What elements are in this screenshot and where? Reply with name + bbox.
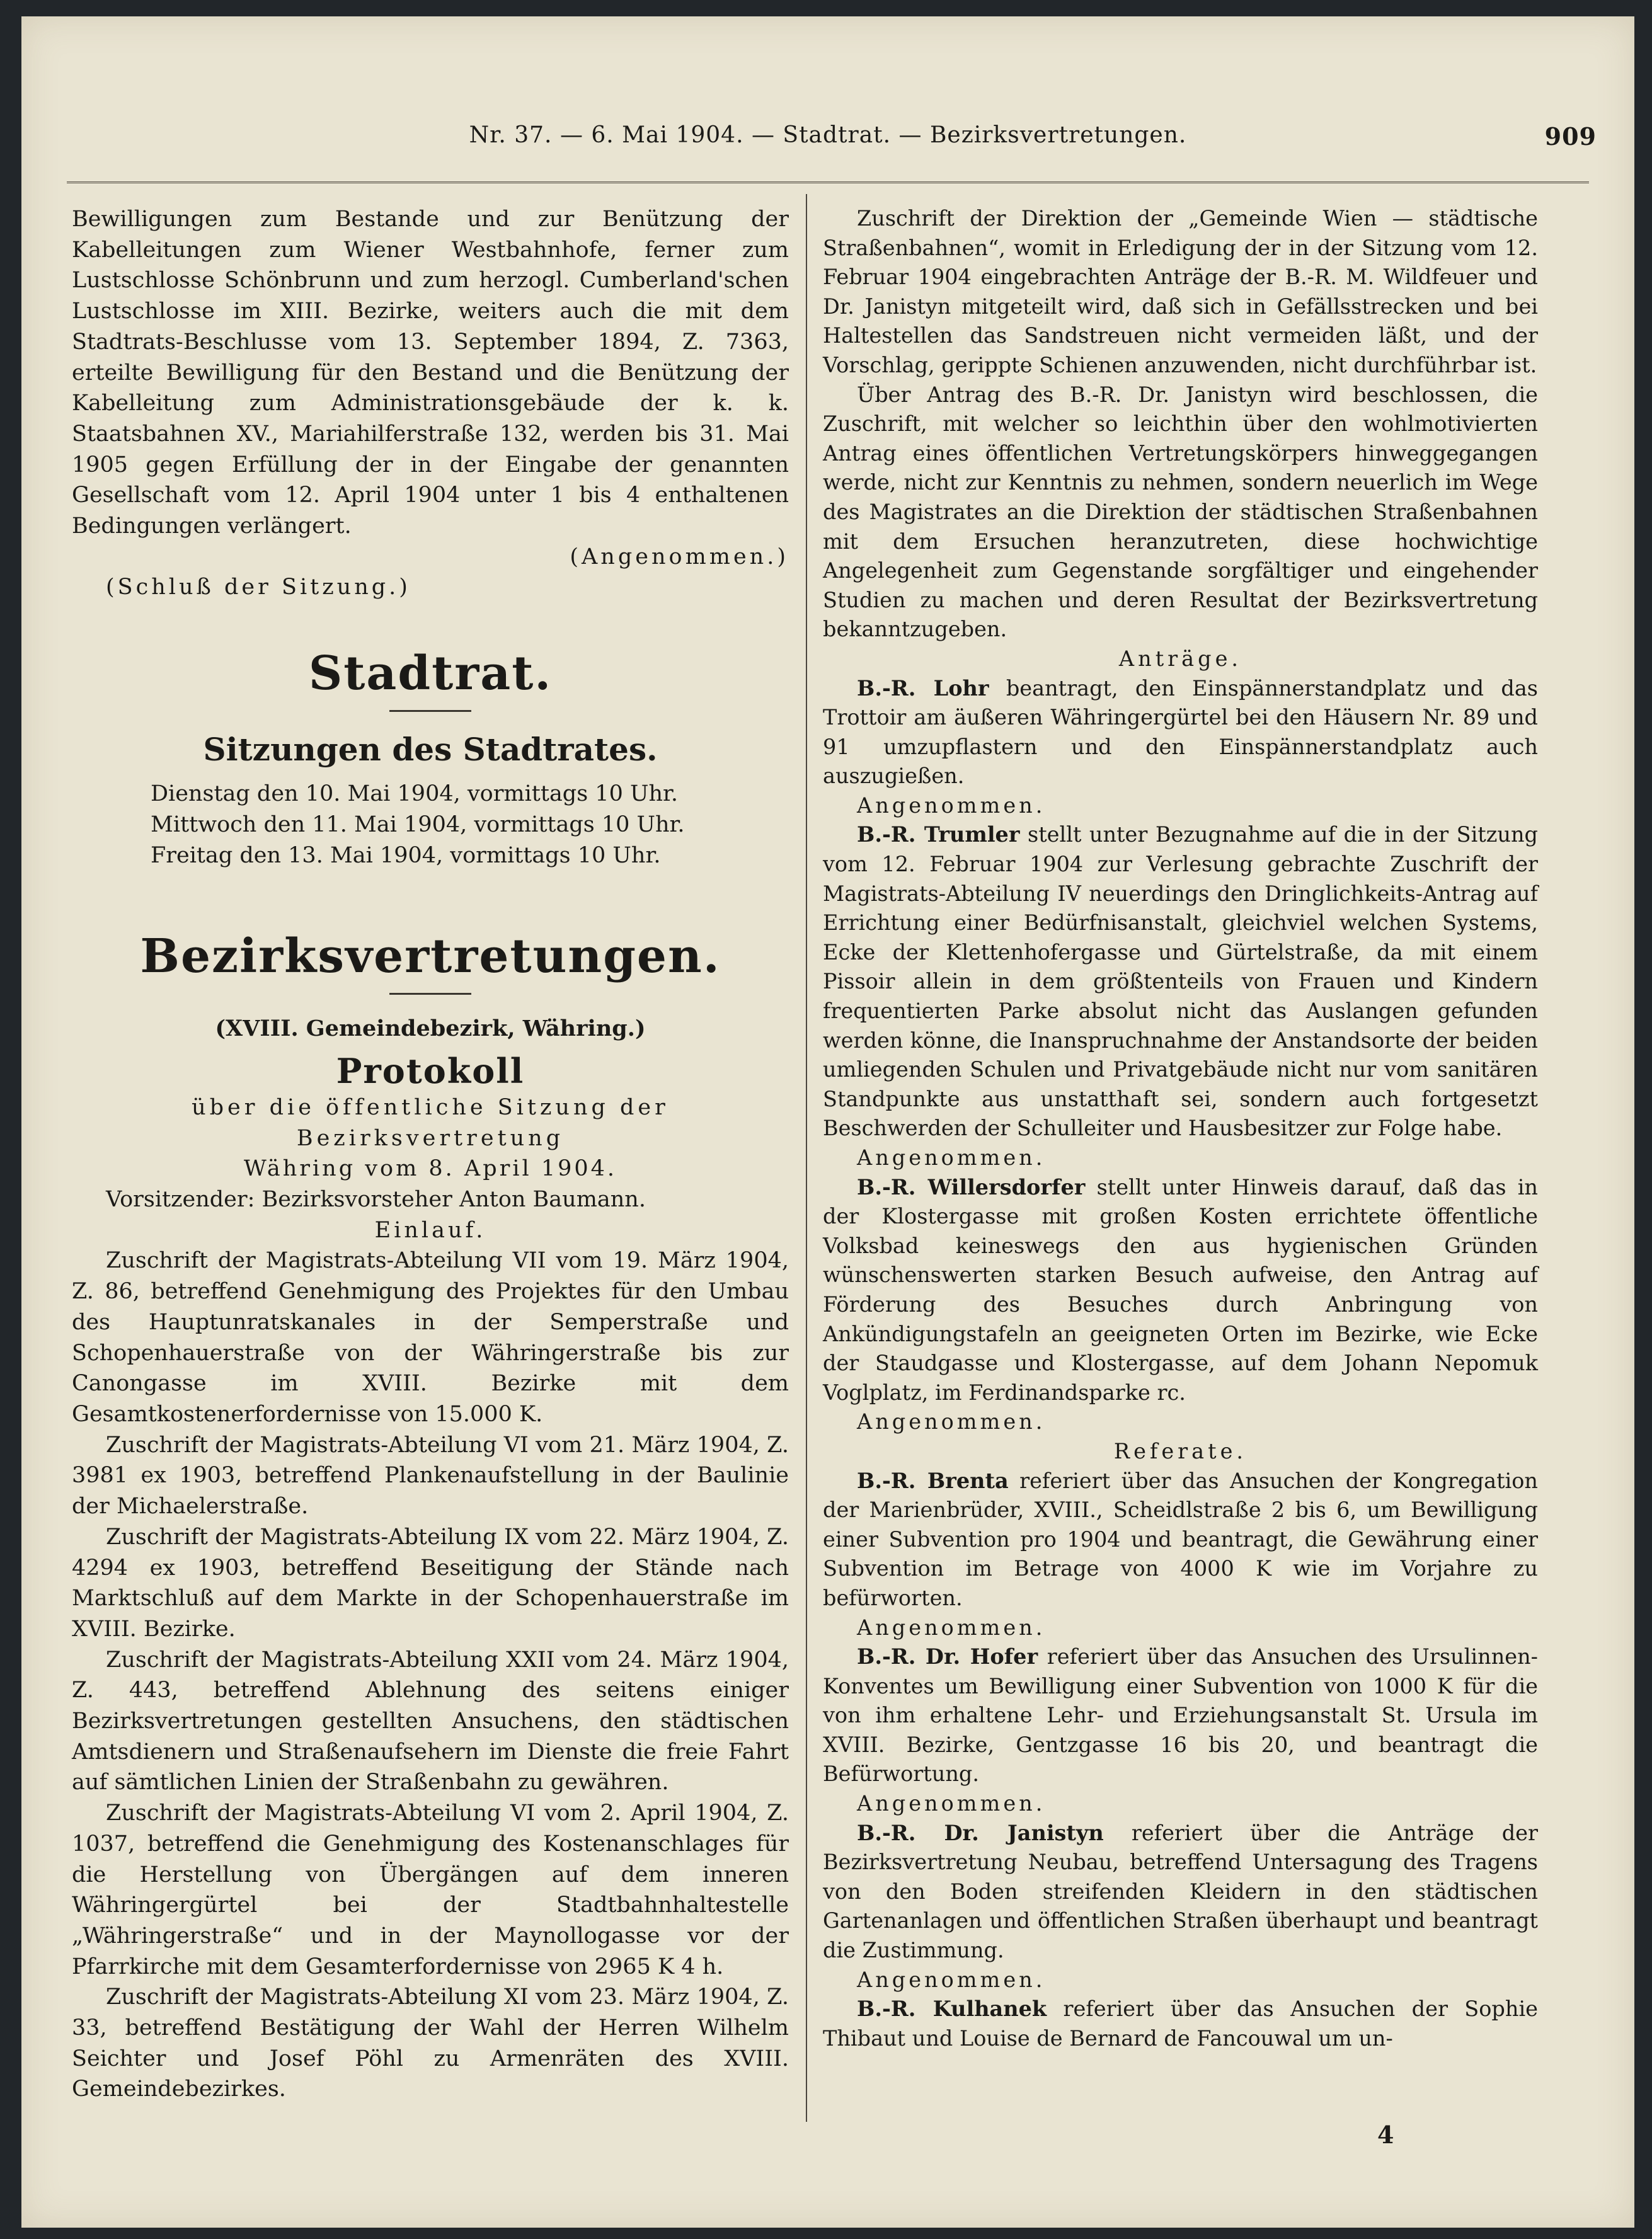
intro-result: (Angenommen.) bbox=[570, 544, 789, 570]
resolution-paragraph: Über Antrag des B.-R. Dr. Janistyn wird beschlossen, die Zuschrift, mit welcher so leichthin über den wohlmotivierten Antrag eines öffentlichen Vertretungskörpers hinweggegangen werde, nicht zur Kenntnis zu nehmen, sondern neuerlich im Wege des Magistrates an die Direktion der städtischen Straßenbahnen mit dem Ersuchen heranzutreten, diese hochwichtige Angelegenheit zum Gegenstande sorgfältiger und eingehender Studien zu machen und deren Resultat der Bezirksvertretung bekanntzugeben. bbox=[823, 382, 1538, 642]
referat-result: Angenommen. bbox=[857, 1615, 1046, 1640]
councillor-name: B.-R. Willersdorfer bbox=[857, 1174, 1086, 1200]
einlauf-heading: Einlauf. bbox=[374, 1217, 486, 1243]
protokoll-line-1: über die öffentliche Sitzung der Bezirksvertretung bbox=[192, 1094, 669, 1151]
stadtrat-title: Stadtrat. bbox=[308, 646, 553, 701]
antrag-entry: B.-R. Lohr beantragt, den Einspännerstandplatz und das Trottoir am äußeren Währingergürtel bei den Häusern Nr. 89 und 91 umzupflastern und den Einspännerstandplatz auch auszugießen. bbox=[823, 675, 1538, 789]
column-divider bbox=[806, 194, 807, 2122]
right-column bbox=[823, 204, 1538, 2053]
antrag-entry: B.-R. Trumler stellt unter Bezugnahme auf die in der Sitzung vom 12. Februar 1904 zur Verlesung gebrachte Zuschrift der Magistrats-Abteilung IV neuerdings den Dringlichkeits-Antrag auf Errichtung einer Bedürfnisanstalt, gleichviel welchen Systems, Ecke der Klettenhofergasse und Gürtelstraße, da mit einem Pissoir allein in dem größtenteils von Frauen und Kindern frequentierten Parke absolut nicht das Auslangen gefunden werden könne, die Inanspruchnahme der Anstandsorte der beiden umliegenden Schulen und Privatgebäude nicht nur vom sanitären Standpunkte aus unstatthaft sei, sondern auch fortgesetzt Beschwerden der Schulleiter und Hausbesitzer zur Folge habe. bbox=[823, 822, 1538, 1141]
issue-line: Nr. 37. — 6. Mai 1904. — Stadtrat. — Bezirksvertretungen. bbox=[469, 122, 1187, 148]
session-item: Mittwoch den 11. Mai 1904, vormittags 10 Uhr. bbox=[151, 811, 685, 837]
antrag-result: Angenommen. bbox=[857, 1409, 1046, 1434]
antraege-heading: Anträge. bbox=[1118, 646, 1242, 671]
einlauf-item: Zuschrift der Magistrats-Abteilung VI vom 2. April 1904, Z. 1037, betreffend die Genehmigung des Kostenanschlages für die Herstellung von Übergängen auf dem inneren Währingergürtel bei der Stadtbahnhaltestelle „Währingerstraße“ und in der Maynollogasse vor der Pfarrkirche mit dem Gesamterfordernisse von 2965 K 4 h. bbox=[72, 1801, 789, 1979]
section-rule bbox=[389, 710, 471, 712]
councillor-name: B.-R. Brenta bbox=[857, 1468, 1009, 1493]
newspaper-page bbox=[21, 16, 1634, 2228]
protokoll-line-2: Währing vom 8. April 1904. bbox=[243, 1156, 617, 1182]
councillor-name: B.-R. Trumler bbox=[857, 822, 1020, 847]
referat-entry: B.-R. Dr. Janistyn referiert über die Anträge der Bezirksvertretung Neubau, betreffend Untersagung des Tragens von den Boden streifenden Kleidern in den städtischen Gartenanlagen und öffentlichen Straßen überhaupt und beantragt die Zustimmung. bbox=[823, 1820, 1538, 1963]
page-number: 909 bbox=[1544, 122, 1597, 151]
protokoll-title: Protokoll bbox=[336, 1050, 525, 1091]
sessions-title: Sitzungen des Stadtrates. bbox=[203, 731, 658, 769]
antrag-result: Angenommen. bbox=[857, 1145, 1046, 1170]
section-rule bbox=[389, 993, 471, 995]
signature-number: 4 bbox=[1377, 2121, 1394, 2149]
einlauf-item: Zuschrift der Magistrats-Abteilung XI vom 23. März 1904, Z. 33, betreffend Bestätigung der Wahl der Herren Wilhelm Seichter und Josef Pöhl zu Armenräten des XVIII. Gemeindebezirkes. bbox=[72, 1984, 789, 2102]
referat-entry: B.-R. Kulhanek referiert über das Ansuchen der Sophie Thibaut und Louise de Bernard de Fancouwal um un- bbox=[823, 1996, 1538, 2051]
closing-note: (Schluß der Sitzung.) bbox=[106, 575, 411, 600]
referat-result: Angenommen. bbox=[857, 1967, 1046, 1992]
page-header bbox=[59, 122, 1597, 166]
header-rule bbox=[67, 181, 1589, 183]
left-column bbox=[72, 204, 789, 2105]
einlauf-item: Zuschrift der Magistrats-Abteilung VII vom 19. März 1904, Z. 86, betreffend Genehmigung des Projektes für den Umbau des Hauptunratskanales in der Semperstraße und Schopenhauerstraße von der Währingerstraße bis zur Canongasse im XVIII. Bezirke mit dem Gesamtkostenerfordernisse von 15.000 K. bbox=[72, 1248, 789, 1427]
referat-entry: B.-R. Brenta referiert über das Ansuchen der Kongregation der Marienbrüder, XVIII., Scheidlstraße 2 bis 6, um Bewilligung einer Subvention pro 1904 und beantragt, die Gewährung einer Subvention im Betrage von 4000 K wie im Vorjahre zu befürworten. bbox=[823, 1468, 1538, 1610]
antrag-entry: B.-R. Willersdorfer stellt unter Hinweis darauf, daß das in der Klostergasse mit großen Kosten errichtete öffentliche Volksbad keineswegs den aus hygienischen Gründen wünschenswerten starken Besuch aufweise, den Antrag auf Förderung des Besuches durch Anbringung von Ankündigungstafeln an geeigneten Orten im Bezirke, wie Ecke der Staudgasse und Klostergasse, auf dem Johann Nepomuk Voglplatz, im Ferdinandsparke rc. bbox=[823, 1174, 1539, 1405]
councillor-name: B.-R. Dr. Hofer bbox=[857, 1644, 1038, 1669]
referat-result: Angenommen. bbox=[857, 1791, 1046, 1816]
councillor-name: B.-R. Lohr bbox=[857, 675, 989, 701]
session-item: Freitag den 13. Mai 1904, vormittags 10 Uhr. bbox=[151, 842, 661, 868]
chair-line: Vorsitzender: Bezirksvorsteher Anton Baumann. bbox=[106, 1187, 646, 1213]
einlauf-item: Zuschrift der Magistrats-Abteilung IX vom 22. März 1904, Z. 4294 ex 1903, betreffend Beseitigung der Stände nach Marktschluß auf dem Markte in der Schopenhauerstraße im XVIII. Bezirke. bbox=[72, 1524, 789, 1642]
councillor-name: B.-R. Dr. Janistyn bbox=[857, 1820, 1104, 1845]
session-item: Dienstag den 10. Mai 1904, vormittags 10 Uhr. bbox=[151, 781, 679, 807]
referat-entry: B.-R. Dr. Hofer referiert über das Ansuchen des Ursulinnen-Konventes um Bewilligung einer Subvention von 1000 K für die von ihm erhaltene Lehr- und Erziehungsanstalt St. Ursula im XVIII. Bezirke, Gentzgasse 16 bis 20, und beantragt die Befürwortung. bbox=[823, 1644, 1538, 1787]
district-heading: (XVIII. Gemeindebezirk, Währing.) bbox=[215, 1016, 646, 1042]
einlauf-item: Zuschrift der Magistrats-Abteilung XXII vom 24. März 1904, Z. 443, betreffend Ablehnung des seitens einiger Bezirksvertretungen gestellten Ansuchens, den städtischen Amtsdienern und Straßenaufsehern im Dienste die freie Fahrt auf sämtlichen Linien der Straßenbahn zu gewähren. bbox=[72, 1647, 789, 1795]
correspondence-paragraph: Zuschrift der Direktion der „Gemeinde Wien — städtische Straßenbahnen“, womit in Erledigung der in der Sitzung vom 12. Februar 1904 eingebrachten Anträge der B.-R. M. Wildfeuer und Dr. Janistyn mitgeteilt wird, daß sich in Gefällsstrecken und bei Haltestellen das Sandstreuen nicht vermeiden läßt, und der Vorschlag, gerippte Schienen anzuwenden, nicht durchführbar ist. bbox=[823, 206, 1538, 377]
einlauf-item: Zuschrift der Magistrats-Abteilung VI vom 21. März 1904, Z. 3981 ex 1903, betreffend Plankenaufstellung in der Baulinie der Michaelerstraße. bbox=[72, 1432, 789, 1520]
intro-paragraph: Bewilligungen zum Bestande und zur Benützung der Kabelleitungen zum Wiener Westbahnhofe, ferner zum Lustschlosse Schönbrunn und zum herzogl. Cumberland'schen Lustschlosse im XIII. Bezirke, weiters auch die mit dem Stadtrats-Beschlusse vom 13. September 1894, Z. 7363, erteilte Bewilligung für den Bestand und die Benützung der Kabelleitung zum Administrationsgebäude der k. k. Staatsbahnen XV., Mariahilferstraße 132, werden bis 31. Mai 1905 gegen Erfüllung der in der Eingabe der genannten Gesellschaft vom 12. April 1904 unter 1 bis 4 enthaltenen Bedingungen verlängert. bbox=[72, 207, 789, 539]
antrag-result: Angenommen. bbox=[857, 793, 1046, 818]
councillor-name: B.-R. Kulhanek bbox=[857, 1996, 1047, 2022]
referate-heading: Referate. bbox=[1113, 1438, 1248, 1463]
bezirksvertretungen-title: Bezirksvertretungen. bbox=[140, 929, 721, 984]
